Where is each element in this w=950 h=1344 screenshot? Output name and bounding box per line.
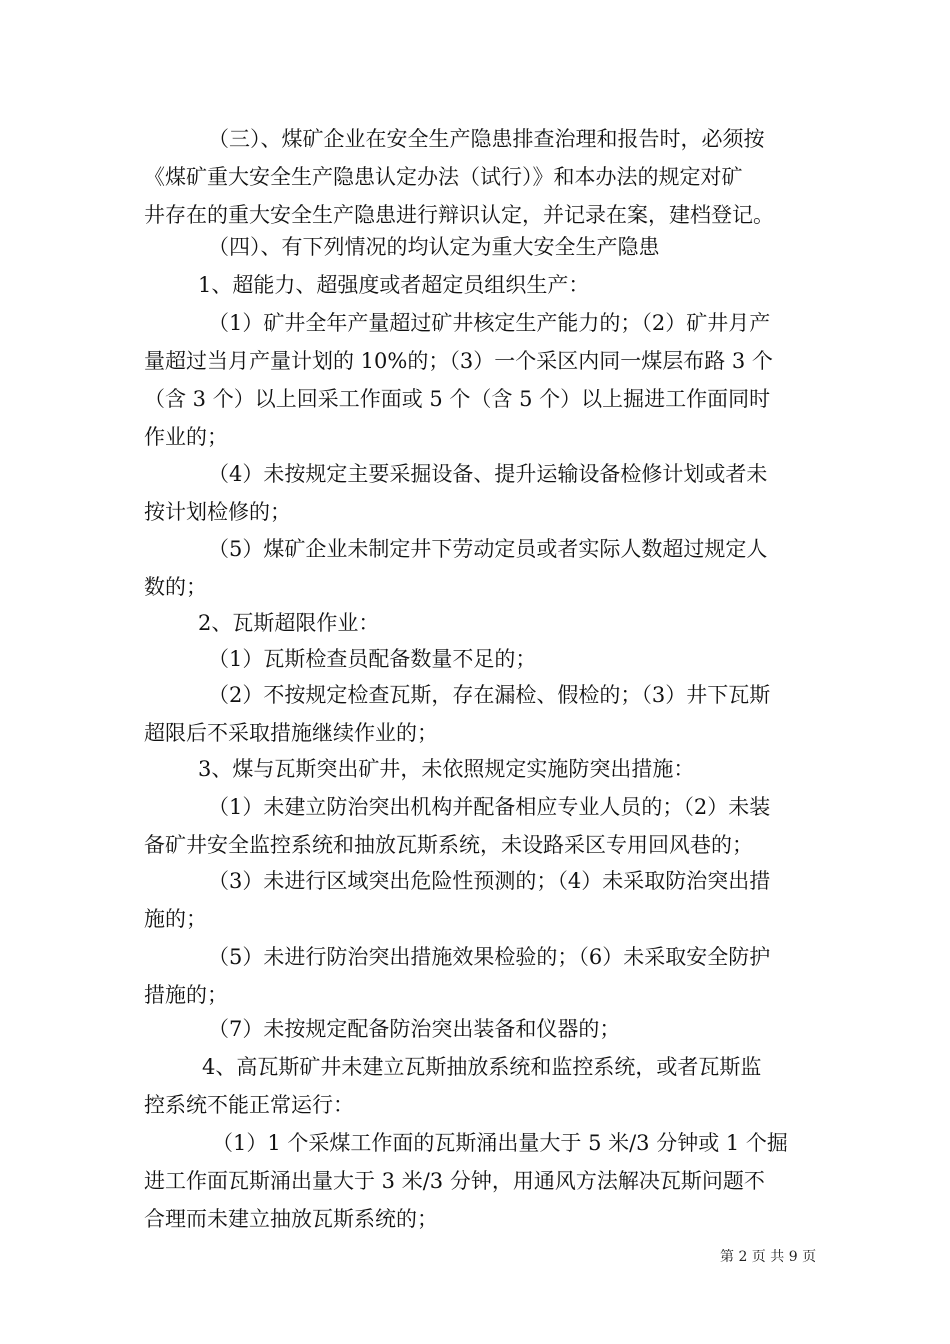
text-line: （三）、煤矿企业在安全生产隐患排查治理和报告时，必须按 xyxy=(208,127,765,151)
text-line: 3、煤与瓦斯突出矿井，未依照规定实施防突出措施： xyxy=(198,757,695,781)
text-line: 备矿井安全监控系统和抽放瓦斯系统，未设路采区专用回风巷的； xyxy=(144,833,753,857)
text-line: （四）、有下列情况的均认定为重大安全生产隐患 xyxy=(208,235,660,259)
text-line: （3）未进行区域突出危险性预测的；（4）未采取防治突出措 xyxy=(208,869,771,893)
text-line: （4）未按规定主要采掘设备、提升运输设备检修计划或者未 xyxy=(208,462,768,486)
text-line: （5）煤矿企业未制定井下劳动定员或者实际人数超过规定人 xyxy=(208,537,768,561)
text-line: 措施的； xyxy=(144,983,228,1007)
text-line: （5）未进行防治突出措施效果检验的；（6）未采取安全防护 xyxy=(208,945,771,969)
item-4-heading xyxy=(144,1048,806,1124)
text-line: （1）瓦斯检查员配备数量不足的； xyxy=(208,647,537,671)
text-line: 4、高瓦斯矿井未建立瓦斯抽放系统和监控系统，或者瓦斯监 xyxy=(202,1055,762,1079)
text-line: 按计划检修的； xyxy=(144,500,291,524)
item-3-heading xyxy=(144,750,806,788)
item-4-paragraph-a xyxy=(144,1124,806,1238)
text-line: 2、瓦斯超限作业： xyxy=(198,611,380,635)
text-line: 井存在的重大安全生产隐患进行辩识认定，并记录在案，建档登记。 xyxy=(144,203,774,227)
text-line: （2）不按规定检查瓦斯，存在漏检、假检的；（3）井下瓦斯 xyxy=(208,683,771,707)
text-line: 量超过当月产量计划的 10%的；（3）一个采区内同一煤层布路 3 个 xyxy=(144,349,773,373)
item-2-heading xyxy=(144,604,806,642)
item-3-paragraph-d xyxy=(144,1010,806,1048)
text-line: 《煤矿重大安全生产隐患认定办法（试行）》和本办法的规定对矿 xyxy=(144,165,743,189)
item-3-paragraph-a xyxy=(144,788,806,864)
text-line: （1）1 个采煤工作面的瓦斯涌出量大于 5 米/3 分钟或 1 个掘 xyxy=(212,1131,788,1155)
item-1-heading xyxy=(144,266,806,304)
text-line: 作业的； xyxy=(144,425,228,449)
text-line: 超限后不采取措施继续作业的； xyxy=(144,721,438,745)
item-1-paragraph-c xyxy=(144,530,806,606)
item-3-paragraph-b xyxy=(144,862,806,938)
item-1-paragraph-b xyxy=(144,455,806,531)
paragraph-4 xyxy=(144,228,806,266)
text-line: （含 3 个）以上回采工作面或 5 个（含 5 个）以上掘进工作面同时 xyxy=(144,387,771,411)
text-line: （1）未建立防治突出机构并配备相应专业人员的；（2）未装 xyxy=(208,795,771,819)
text-line: 1、超能力、超强度或者超定员组织生产： xyxy=(198,273,590,297)
page-number: 第 2 页 共 9 页 xyxy=(720,1249,817,1265)
item-2-paragraph-a xyxy=(144,640,806,678)
text-line: 施的； xyxy=(144,907,207,931)
item-1-paragraph-a xyxy=(144,304,806,456)
text-line: 合理而未建立抽放瓦斯系统的； xyxy=(144,1207,438,1231)
item-2-paragraph-b xyxy=(144,676,806,752)
text-line: 进工作面瓦斯涌出量大于 3 米/3 分钟，用通风方法解决瓦斯问题不 xyxy=(144,1169,765,1193)
item-3-paragraph-c xyxy=(144,938,806,1014)
text-line: （7）未按规定配备防治突出装备和仪器的； xyxy=(208,1017,621,1041)
paragraph-3 xyxy=(144,120,806,234)
text-line: 控系统不能正常运行： xyxy=(144,1093,354,1117)
text-line: （1）矿井全年产量超过矿井核定生产能力的；（2）矿井月产 xyxy=(208,311,771,335)
text-line: 数的； xyxy=(144,575,207,599)
